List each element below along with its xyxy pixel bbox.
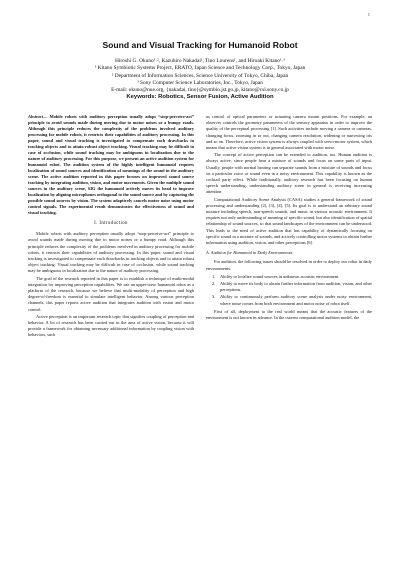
body-paragraph: The goal of the research reported in this paper is to establish a technique of multi-modal integration for improving perception capabilities. We use an upper-torso humanoid robot as a platform of the research, because we believe that multi-modality of perception and high degree-of-freedom is essential to simulate intelligent behavior. Among various perception channels, this paper reports active audition that integrates audition with vision and motor control. (28, 275, 194, 312)
email-line: E-mail: okuno@nue.org, {nakadai, tino}@symbio.jst.go.jp, kitano@csl.sony.co.jp (111, 87, 289, 94)
list-item-text: Ability to move its body to obtain further information from audition, vision, and other perceptions. (220, 281, 372, 293)
author-list: Hiroshi G. Okuno¹˒², Kazuhiro Nakadai¹, Tino Lourens¹, and Hiroaki Kitano¹˒³ (114, 58, 286, 64)
body-paragraph: For audition, the following issues should be resolved in order to deploy our robot in daily environments: (206, 259, 372, 271)
affiliation-2: ² Department of Information Sciences, Science University of Tokyo, Chiba, Japan (111, 72, 289, 79)
keywords-line: Keywords: Robotics, Sensor Fusion, Active Audition (126, 94, 274, 101)
abstract-lead: Abstract— (28, 114, 48, 119)
page-number: 1 (367, 12, 370, 17)
section-heading-introduction: I. Introduction (94, 221, 128, 226)
body-paragraph: Active perception is an important research topic that signifies coupling of perception and behavior. A lot of research has been carried out in the area of active vision, because it will provide a framework for obtaining necessary additional information by coupling vision with behaviors, such (28, 313, 194, 338)
list-item (212, 274, 372, 280)
list-item-text: Ability to continuously perform auditory scene analysis under noisy environment, where noise comes from both environment and motor noise of robot itself. (220, 294, 372, 306)
body-paragraph: The concept of active perception can be extended to audition, too. Human audition is always active, since people hear a mixture of sounds and focus on some parts of input. Usually, people with normal hearing can separate sounds from a mixture of sounds and focus on a particular voice or sound even in a noisy environment. This capability is known as the cocktail party effect. While traditionally, auditory research has been focusing on human speech understanding, understanding auditory scene in general is receiving increasing attention. (206, 152, 372, 195)
body-paragraph: First of all, deployment to the real world means that the acoustic features of the environment is not known in advance. In the current computational audition model, the (206, 308, 372, 321)
list-item-text: Ability to localize sound sources in unknown acoustic environment. (220, 273, 340, 279)
list-item-number: 1. (212, 273, 216, 279)
abstract (28, 114, 194, 216)
abstract-text: Mobile robots with auditory perception usually adopt “stop-perceive-act” principle to avoid sounds made during moving due to motor noises or a bumpy roads. Although this principle reduces the complexity of the problems involved auditory processing for mobile robots, it restricts their capabilities of auditory processing. In this paper, sound and visual tracking is investigated to compensate each drawbacks in tracking objects and to attain robust object tracking. Visual tracking may be difficult in case of occlusion, while sound tracking may be ambiguous in localization due to the nature of auditory processing. For this purpose, we present an active audition system for humanoid robot. The audition system of the highly intelligent humanoid requires localization of sound sources and identification of meanings of the sound in the auditory scene. The active audition reported in this paper focuses on improved sound source tracking by integrating audition, vision, and motor movements. Given the multiple sound sources in the auditory scene, SIG the humanoid actively moves its head to improve localization by aligning microphones orthogonal to the sound source and by capturing the possible sound sources by vision. The system adaptively cancels motor noise using motor control signals. The experimental result demonstrates the effectiveness of sound and visual tracking. (28, 114, 194, 215)
list-item-number: 3. (212, 294, 216, 300)
list-item (212, 281, 372, 293)
front-matter (20, 58, 380, 102)
body-paragraph: Mobile robots with auditory perception usually adopt “stop-perceive-act” principle to avoid sounds made during moving due to motor noises or a bumpy road. Although this principle reduces the complexity of the problems involved in auditory processing for mobile robots, it restricts their capabilities of auditory processing. In this paper, sound and visual tracking is investigated to compensate each drawbacks in tracking objects and to attain robust object tracking. Visual tracking may be difficult in case of occlusion, while sound tracking may be ambiguous in localization due to the nature of auditory processing. (28, 231, 194, 274)
list-item-number: 2. (212, 281, 216, 287)
body-paragraph: Computational Auditory Scene Analysis (CASA) studies a general framework of sound processing and understanding [2], [3], [4], [5]. Its goal is to understand an arbitrary sound mixture including speech, non-speech sounds, and music in various acoustic environment. It requires not only understanding of meaning of specific sound, but also identification of spatial relationship of sound sources, so that sound landscapes of the environment can be understood. This leads to the need of active audition that has capability of dynamically focusing on specific sound in a mixture of sounds, and actively controlling motor systems to obtain further information using audition, vision, and other perceptions [6]. (206, 196, 372, 246)
affiliation-3: ³ Sony Computer Science Laboratories, Inc., Tokyo, Japan (137, 79, 263, 86)
affiliation-1: ¹ Kitano Symbiotic Systems Project, ERATO, Japan Science and Technology Corp., Tokyo, Japan (94, 65, 306, 72)
left-column (28, 114, 194, 340)
right-column (206, 114, 372, 322)
body-paragraph: as control of optical parameters or actuating camera mount positions. For example, an observer controls the geometry parameters of the sensory apparatus in order to improve the quality of the perceptual processing [1]. Such activities include moving a camera or cameras, changing focus, zooming in or out, changing camera resolution, widening or narrowing iris and so on. Therefore, active vision system is always coupled with servo-motor system, which means that active vision system is in general associated with motor noise. (206, 114, 372, 151)
requirements-list (206, 274, 372, 307)
list-item (212, 294, 372, 306)
paper-title: Sound and Visual Tracking for Humanoid Robot (102, 40, 298, 50)
subsection-heading: A. Audition for Humanoid in Daily Environments (206, 250, 293, 256)
